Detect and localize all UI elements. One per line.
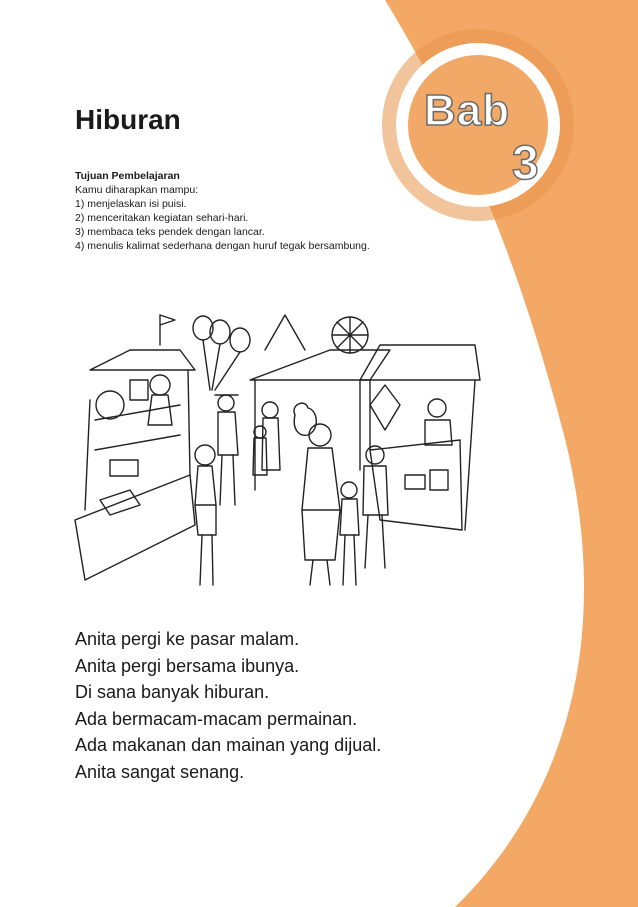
story-text	[75, 626, 381, 785]
story-line: Anita pergi bersama ibunya.	[75, 655, 300, 676]
chapter-badge-number: 3	[512, 137, 539, 190]
objective-item: 2) menceritakan kegiatan sehari-hari.	[75, 212, 249, 224]
story-line: Di sana banyak hiburan.	[75, 682, 270, 702]
story-line: Ada makanan dan mainan yang dijual.	[75, 735, 382, 755]
learning-objectives	[75, 169, 475, 253]
objective-item: 3) membaca teks pendek dengan lancar.	[75, 226, 265, 238]
night-market-illustration	[70, 310, 500, 610]
objective-item: 1) menjelaskan isi puisi.	[75, 198, 187, 210]
story-line: Ada bermacam-macam permainan.	[75, 708, 358, 729]
chapter-badge-word: Bab	[424, 86, 511, 135]
story-line: Anita sangat senang.	[75, 761, 245, 782]
page-title: Hiburan	[75, 104, 181, 135]
story-line: Anita pergi ke pasar malam.	[75, 629, 300, 649]
objectives-intro: Kamu diharapkan mampu:	[75, 184, 199, 196]
objective-item: 4) menulis kalimat sederhana dengan huruf tegak bersambung.	[75, 240, 370, 252]
objectives-heading: Tujuan Pembelajaran	[75, 170, 180, 182]
